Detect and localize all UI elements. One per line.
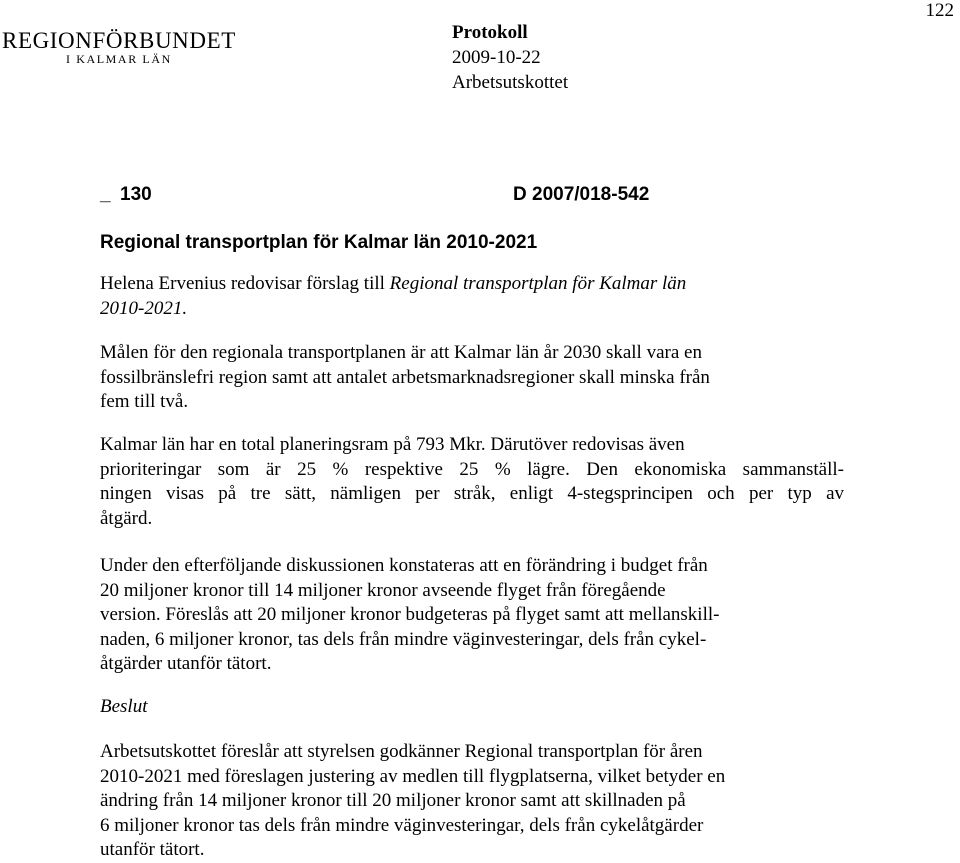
section-heading: Regional transportplan för Kalmar län 2010-2021 <box>100 232 538 253</box>
paragraph-line: 2010-2021. <box>100 297 188 319</box>
paragraph-budget-frame <box>100 433 844 531</box>
paragraph-discussion <box>100 554 860 677</box>
section-number-row <box>100 180 800 210</box>
paragraph-line: prioriteringar som är 25 % respektive 25 % lägre. Den ekonomiska sammanställ- <box>100 458 844 480</box>
section-number: 130 <box>120 184 152 205</box>
paragraph-line: 2010-2021 med föreslagen justering av medlen till flygplatserna, vilket betyder en <box>100 765 726 787</box>
organization-logo <box>2 28 234 70</box>
paragraph-line: version. Föreslås att 20 miljoner kronor budgeteras på flyget samt att mellanskill- <box>100 604 720 625</box>
paragraph-goals <box>100 341 860 415</box>
paragraph-line: ändring från 14 miljoner kronor till 20 miljoner kronor samt att skillnaden på <box>100 790 686 811</box>
document-header <box>452 20 568 95</box>
paragraph-line: åtgärd. <box>100 507 153 529</box>
document-title: Protokoll <box>452 22 528 43</box>
paragraph-line: Målen för den regionala transportplanen är att Kalmar län år 2030 skall vara en <box>100 342 702 363</box>
paragraph-line: åtgärder utanför tätort. <box>100 653 272 674</box>
paragraph-line: Arbetsutskottet föreslår att styrelsen godkänner Regional transportplan för åren <box>100 741 703 762</box>
paragraph-line: fem till två. <box>100 391 189 412</box>
section-marker: _ <box>100 184 111 205</box>
logo-subtitle: I KALMAR LÄN <box>66 52 172 66</box>
diary-number: D 2007/018-542 <box>513 184 650 205</box>
paragraph-line: naden, 6 miljoner kronor, tas dels från mindre väginvesteringar, dels från cykel- <box>100 628 707 650</box>
decision-heading: Beslut <box>100 696 148 717</box>
paragraph-line: Under den efterföljande diskussionen konstateras att en förändring i budget från <box>100 555 708 576</box>
paragraph-line: fossilbränslefri region samt att antalet arbetsmarknadsregioner skall minska från <box>100 366 710 388</box>
page-number: 122 <box>925 0 954 21</box>
paragraph-text: Helena Ervenius redovisar förslag till <box>100 273 390 294</box>
committee-name: Arbetsutskottet <box>452 72 569 93</box>
plan-title-italic: Regional transportplan för Kalmar län <box>389 273 687 294</box>
paragraph-line: utanför tätort. <box>100 839 205 860</box>
paragraph-line: ningen visas på tre sätt, nämligen per stråk, enligt 4-stegsprincipen och per typ av <box>100 483 844 504</box>
paragraph-line: Kalmar län har en total planeringsram på 793 Mkr. Därutöver redovisas även <box>100 434 685 455</box>
paragraph-line: 20 miljoner kronor till 14 miljoner kronor avseende flyget från föregående <box>100 579 666 601</box>
paragraph-line: 6 miljoner kronor tas dels från mindre väginvesteringar, dels från cykelåtgärder <box>100 814 704 836</box>
document-date: 2009-10-22 <box>452 47 541 68</box>
paragraph-presentation <box>100 272 860 321</box>
paragraph-line <box>100 272 860 297</box>
paragraph-decision <box>100 740 860 863</box>
logo-name: REGIONFÖRBUNDET <box>2 28 236 53</box>
